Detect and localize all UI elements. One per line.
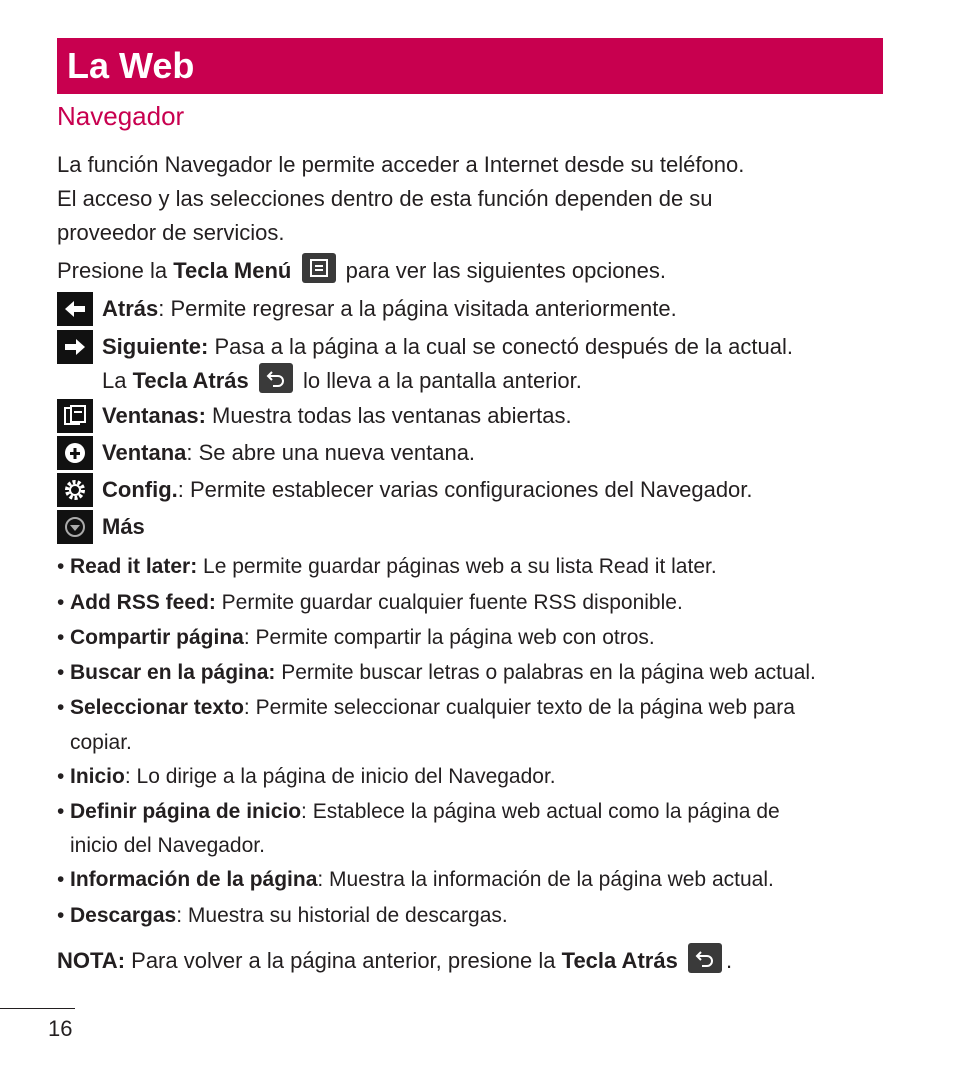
back-key-icon [688, 943, 722, 973]
forward-arrow-icon [57, 330, 93, 364]
note: NOTA: Para volver a la página anterior, presione la Tecla Atrás . [57, 943, 732, 978]
intro-line-3: proveedor de servicios. [57, 220, 285, 245]
list-item: • Compartir página: Permite compartir la página web con otros. [57, 626, 655, 649]
footer-divider [0, 1008, 75, 1009]
option-settings: Config.: Permite establecer varias configuraciones del Navegador. [102, 477, 753, 502]
list-item: • Descargas: Muestra su historial de descargas. [57, 904, 508, 927]
back-arrow-icon [57, 292, 93, 326]
list-item: • Definir página de inicio: Establece la página web actual como la página de [57, 800, 780, 823]
option-forward-continuation: La Tecla Atrás lo lleva a la pantalla anterior. [102, 363, 582, 398]
option-new-window: Ventana: Se abre una nueva ventana. [102, 440, 476, 465]
section-banner [57, 38, 883, 94]
page-title: La Web [67, 45, 195, 86]
list-item-continuation: inicio del Navegador. [70, 834, 265, 857]
list-item: • Información de la página: Muestra la información de la página web actual. [57, 868, 774, 891]
settings-gear-icon [57, 473, 93, 507]
option-back: Atrás: Permite regresar a la página visitada anteriormente. [102, 296, 677, 321]
menu-key-label: Tecla Menú [173, 258, 292, 283]
list-item: • Seleccionar texto: Permite seleccionar cualquier texto de la página web para [57, 696, 795, 719]
windows-icon [57, 399, 93, 433]
list-item-continuation: copiar. [70, 731, 132, 754]
list-item: • Buscar en la página: Permite buscar letras o palabras en la página web actual. [57, 661, 816, 684]
intro-line-2: El acceso y las selecciones dentro de esta función dependen de su [57, 186, 713, 211]
more-icon [57, 510, 93, 544]
section-subtitle: Navegador [57, 101, 185, 131]
page-number: 16 [48, 1016, 73, 1041]
menu-key-instruction: Presione la Tecla Menú para ver las siguientes opciones. [57, 253, 666, 288]
list-item: • Read it later: Le permite guardar páginas web a su lista Read it later. [57, 555, 717, 578]
option-more: Más [102, 514, 145, 539]
list-item: • Add RSS feed: Permite guardar cualquier fuente RSS disponible. [57, 591, 683, 614]
back-key-icon [259, 363, 293, 393]
menu-key-icon [302, 253, 336, 283]
new-window-icon [57, 436, 93, 470]
intro-line-1: La función Navegador le permite acceder a Internet desde su teléfono. [57, 152, 745, 177]
list-item: • Inicio: Lo dirige a la página de inicio del Navegador. [57, 765, 556, 788]
option-forward: Siguiente: Pasa a la página a la cual se conectó después de la actual. [102, 334, 793, 359]
option-windows: Ventanas: Muestra todas las ventanas abiertas. [102, 403, 572, 428]
